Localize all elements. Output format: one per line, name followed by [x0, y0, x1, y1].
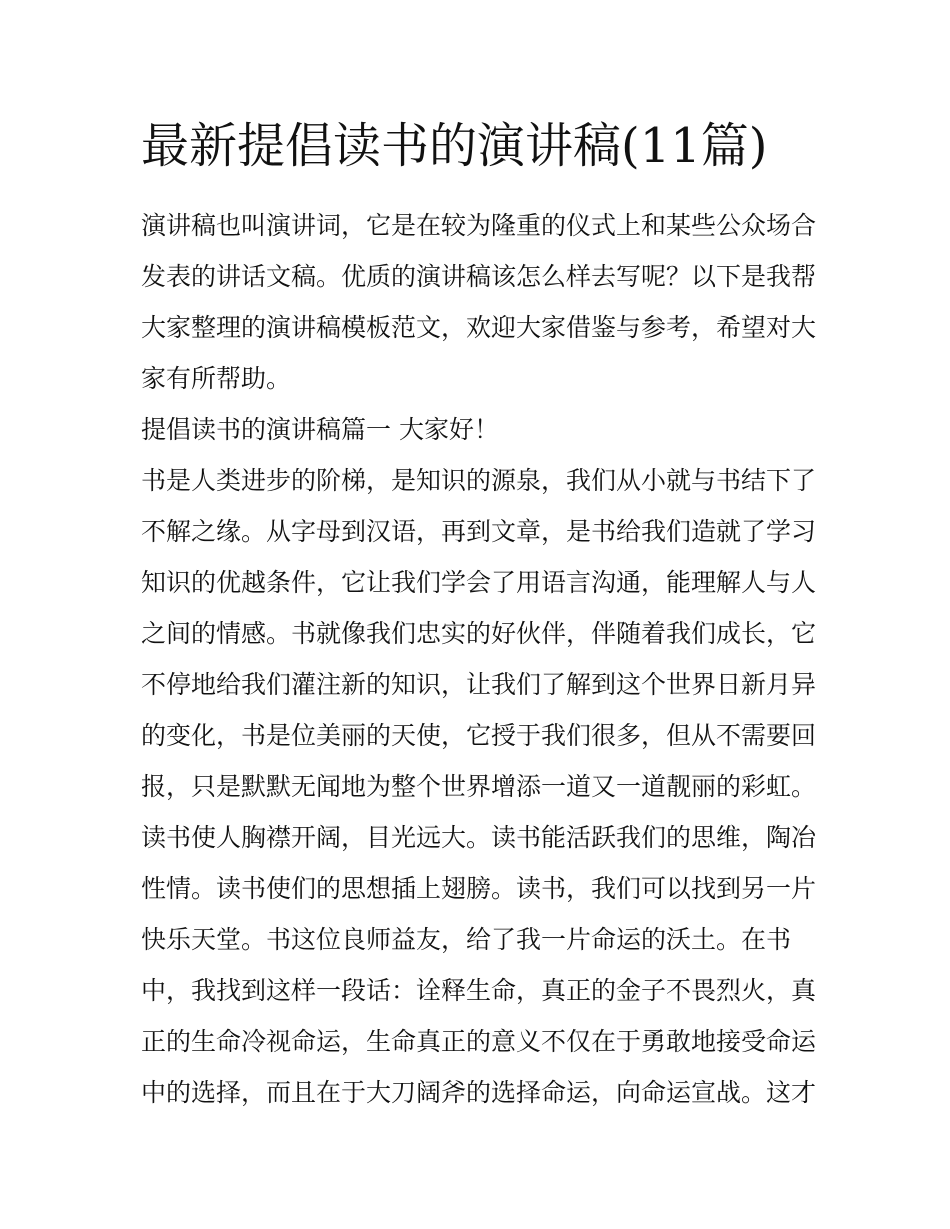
text-line: 正的生命冷视命运，生命真正的意义不仅在于勇敢地接受命运 [141, 1027, 817, 1056]
document-body [141, 200, 821, 1118]
text-line: 中的选择，而且在于大刀阔斧的选择命运，向命运宣战。这才 [141, 1078, 817, 1107]
text-line: 演讲稿也叫演讲词，它是在较为隆重的仪式上和某些公众场合 [141, 211, 817, 240]
text-line: 报，只是默默无闻地为整个世界增添一道又一道靓丽的彩虹。 [141, 772, 817, 801]
text-line: 大家整理的演讲稿模板范文，欢迎大家借鉴与参考，希望对大 [141, 313, 817, 342]
text-line: 不解之缘。从字母到汉语，再到文章，是书给我们造就了学习 [141, 517, 817, 546]
text-line: 性情。读书使们的思想插上翅膀。读书，我们可以找到另一片 [141, 874, 817, 903]
document-title: 最新提倡读书的演讲稿(11篇) [141, 118, 768, 174]
text-line: 发表的讲话文稿。优质的演讲稿该怎么样去写呢？以下是我帮 [141, 262, 817, 291]
text-line: 读书使人胸襟开阔，目光远大。读书能活跃我们的思维，陶冶 [141, 823, 817, 852]
text-line: 之间的情感。书就像我们忠实的好伙伴，伴随着我们成长，它 [141, 619, 817, 648]
text-line: 快乐天堂。书这位良师益友，给了我一片命运的沃土。在书 [141, 925, 792, 954]
text-line: 知识的优越条件，它让我们学会了用语言沟通，能理解人与人 [141, 568, 817, 597]
text-line: 的变化，书是位美丽的天使，它授于我们很多，但从不需要回 [141, 721, 817, 750]
text-line: 中，我找到这样一段话：诠释生命，真正的金子不畏烈火，真 [141, 976, 817, 1005]
section-heading-line: 提倡读书的演讲稿篇一 大家好！ [141, 415, 499, 444]
text-line: 家有所帮助。 [141, 364, 292, 393]
text-line: 书是人类进步的阶梯，是知识的源泉，我们从小就与书结下了 [141, 466, 817, 495]
text-line: 不停地给我们灌注新的知识，让我们了解到这个世界日新月异 [141, 670, 817, 699]
